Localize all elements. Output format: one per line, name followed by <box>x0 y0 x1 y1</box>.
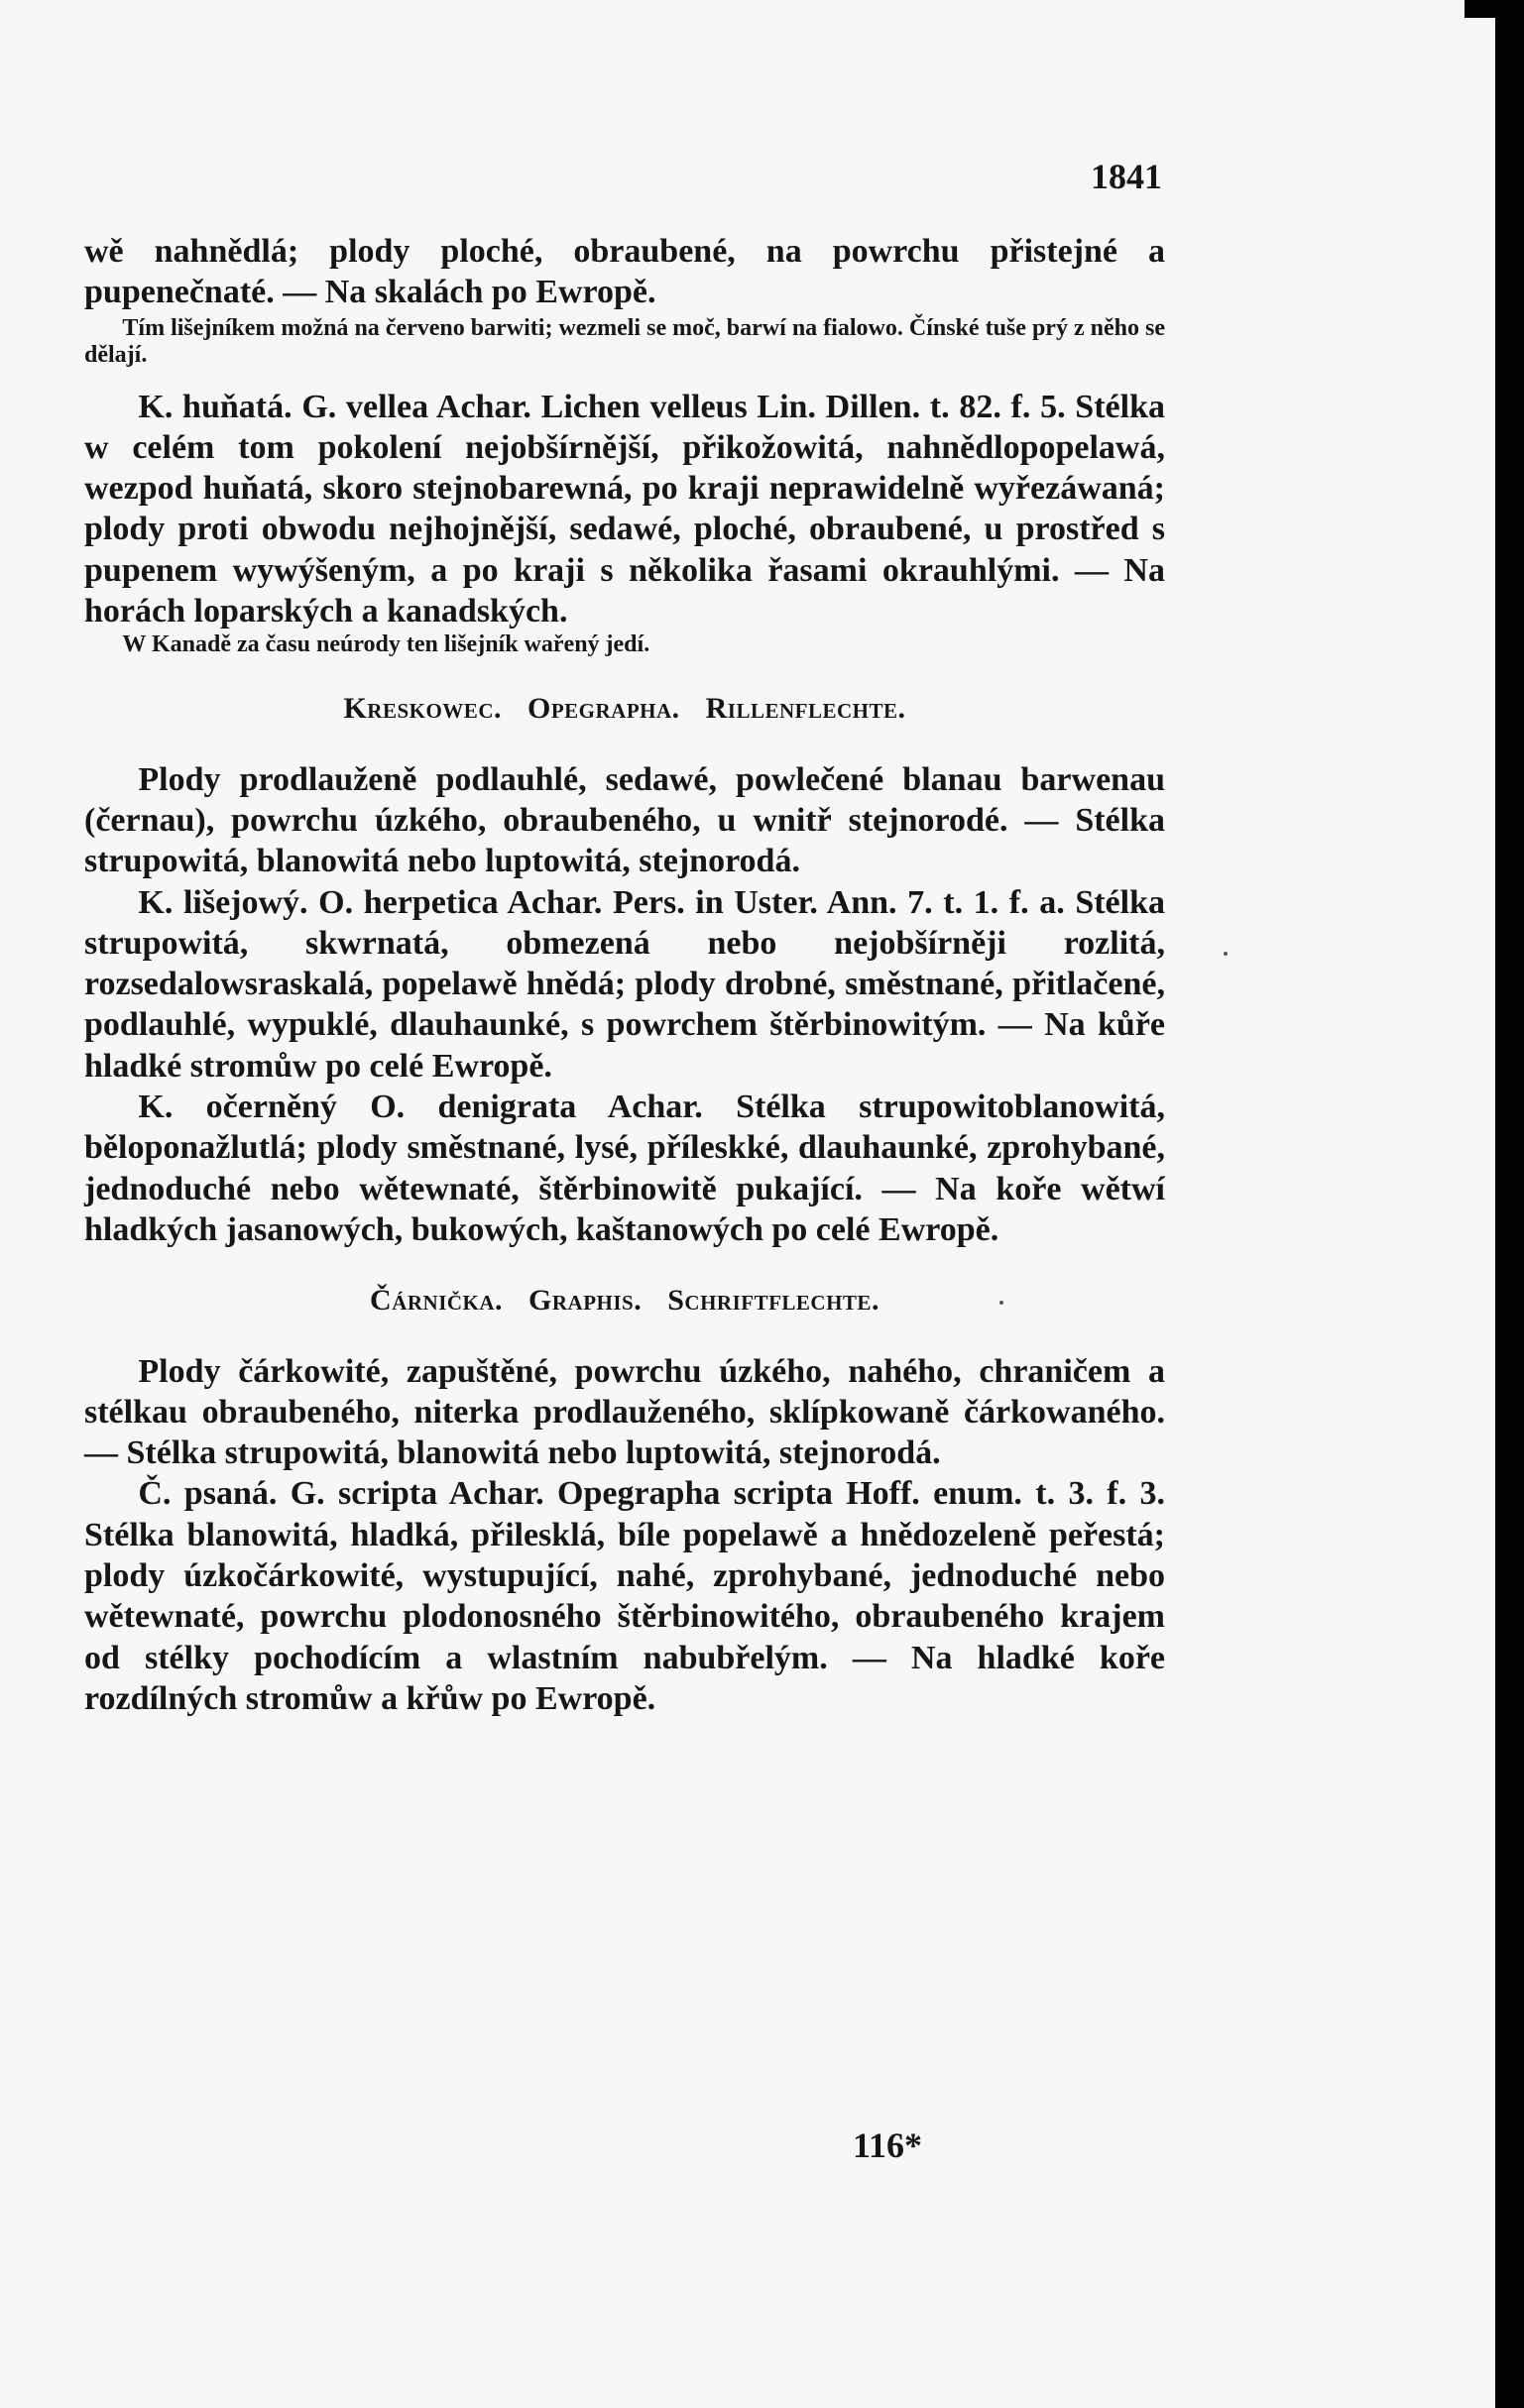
page-body <box>84 231 1165 1719</box>
species-entry-ocerneny: K. očerněný O. denigrata Achar. Stélka strupowitoblanowitá, běloponažlutlá; plody směstnané, lysé, příleskké, dlauhaunké, zprohybané, jednoduché nebo wětewnaté, štěrbinowitě pukající. — Na koře wětwí hladkých jasanowých, bukowých, kaštanowých po celé Ewropě. <box>84 1089 1165 1248</box>
note-kanada: W Kanadě za času neúrody ten lišejník wařený jedí. <box>122 631 650 658</box>
species-entry-psana: Č. psaná. G. scripta Achar. Opegrapha scripta Hoff. enum. t. 3. f. 3. Stélka blanowitá, hladká, přilesklá, bíle popelawě a hnědozeleně peřestá; plody úzkočárkowité, wystupující, nahé, zprohybané, jednoduché nebo wětewnaté, powrchu plodonosného štěrbinowitého, obraubeného krajem od stélky pochodícím a wlastním nabubřelým. — Na hladké koře rozdílných stromůw a křůw po Ewropě. <box>84 1475 1165 1717</box>
scan-border <box>1495 0 1524 2408</box>
species-entry-lisejowy: K. lišejowý. O. herpetica Achar. Pers. in Uster. Ann. 7. t. 1. f. a. Stélka strupowitá, skwrnatá, obmezená nebo nejobšírněji rozlitá, rozsedalowsraskalá, popelawě hnědá; plody drobné, směstnané, přitlačené, podlauhlé, wypuklé, dlauhaunké, s powrchem štěrbinowitým. — Na kůře hladké stromůw po celé Ewropě. <box>84 883 1165 1085</box>
species-entry-hunata: K. huňatá. G. vellea Achar. Lichen velleus Lin. Dillen. t. 82. f. 5. Stélka w celém tom pokolení nejobšírnější, přikožowitá, nahnědlopopelawá, wezpod huňatá, skoro stejnobarewná, po kraji neprawidelně wyřezáwaná; plody proti obwodu nejhojnější, sedawé, ploché, obraubené, u prostřed s pupenem wywýšeným, a po kraji s několika řasami okrauhlými. — Na horách loparských a kanadských. <box>84 388 1165 631</box>
note-dye: Tím lišejníkem možná na červeno barwiti; wezmeli se moč, barwí na fialowo. Čínské tuše prý z něho se dělají. <box>84 314 1165 368</box>
paragraph-continuation: wě nahnědlá; plody ploché, obraubené, na powrchu přistejné a pupenečnaté. — Na skalách po Ewropě. <box>84 233 1165 311</box>
genus-description-carnicka: Plody čárkowité, zapuštěné, powrchu úzkého, nahého, chraničem a stélkau obraubeného, niterka prodlauženého, sklípkowaně čárkowaného. — Stélka strupowitá, blanowitá nebo luptowitá, stejnorodá. <box>84 1352 1165 1472</box>
genus-description-kreskowec: Plody prodlauženě podlauhlé, sedawé, powlečené blanau barwenau (černau), powrchu úzkého, obraubeného, u wnitř stejnorodé. — Stélka strupowitá, blanowitá nebo luptowitá, stejnorodá. <box>84 760 1165 880</box>
scan-corner <box>1465 0 1524 18</box>
speck <box>999 1301 1003 1305</box>
genus-heading-carnicka: Čárnička. Graphis. Schriftflechte. <box>370 1284 879 1318</box>
signature-mark: 116* <box>853 2125 923 2165</box>
genus-heading-kreskowec: Kreskowec. Opegrapha. Rillenflechte. <box>343 692 906 726</box>
page-number: 1841 <box>1091 157 1162 196</box>
speck <box>1224 952 1228 956</box>
